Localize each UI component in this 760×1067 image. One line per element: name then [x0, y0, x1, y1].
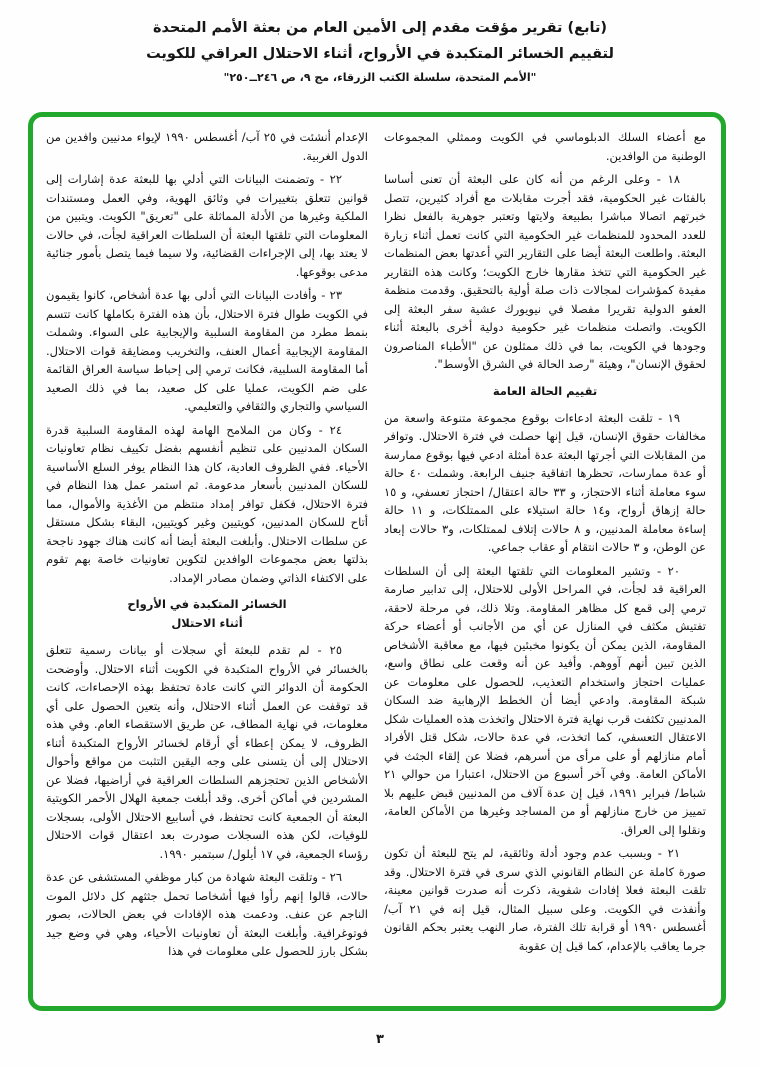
- paragraph-24: ٢٤ - وكان من الملامح الهامة لهذه المقاومة السلبية قدرة السكان المدنيين على تنظيم أنفسهم بفضل تكييف نظام تعاونيات الأحياء. ففي الظروف العادية، كان هذا النظام يوفر السلع الأساسية للسكان المدنيين بأسعار مدعومة. ثم استمر عمل هذا النظام في فترة الاحتلال، فكفل توافر إمداد منتظم من الأغذية والأموال، مما أتاح للسكان المدنيين، كويتيين وغير كويتيين، البقاء بشكل مستقل عن سلطات الاحتلال. وأبلغت البعثة أيضا أنه كانت هناك جهود ناجحة بذلتها بعض مجموعات الوافدين لتكوين تعاونيات خاصة بهم تقوم على الاكتفاء الذاتي وضمان مصادر الإمداد.: [46, 422, 368, 585]
- paragraph-continuation-left: الإعدام أنشئت في ٢٥ آب/ أغسطس ١٩٩٠ لإيواء مدنيين وافدين من الدول الغربية.: [46, 130, 368, 163]
- report-source-citation: "الأمم المتحدة، سلسلة الكتب الزرقاء، مج ٩، ص ٢٤٦ــ٢٥٠": [223, 71, 537, 84]
- column-right: [384, 128, 706, 998]
- section-heading-losses-line-2: أثناء الاحتلال: [171, 616, 243, 630]
- report-title-line-2: لتقييم الخسائر المتكبدة في الأرواح، أثناء الاحتلال العراقي للكويت: [146, 46, 614, 62]
- report-title-line-1: (تابع) تقرير مؤقت مقدم إلى الأمين العام من بعثة الأمم المتحدة: [152, 20, 608, 36]
- page-number: ٣: [376, 1032, 384, 1047]
- paragraph-19: ١٩ - تلقت البعثة ادعاءات بوقوع مجموعة متنوعة واسعة من مخالفات حقوق الإنسان، قيل إنها حصلت في فترة الاحتلال. وتوافر من المقابلات التي أجرتها البعثة عدة أمثلة ادعي فيها بوقوع ممارسة أو عدة ممارسات، تحظرها اتفاقية جنيف الرابعة. وشملت ٤٠ حالة سوء معاملة أثناء الاحتجاز، و ٣٣ حالة اعتقال/ احتجاز تعسفي، و ١٥ حالة إزهاق أرواح، و١٤ حالة استيلاء على الممتلكات، و ١١ حالة إساءة معاملة المدنيين، و ٨ حالات إتلاف لممتلكات، و٣ حالات إبعاد عن الوطن، و ٣ حالات انتقام أو عقاب جماعي.: [384, 410, 706, 554]
- document-header: [0, 20, 760, 84]
- paragraph-23: ٢٣ - وأفادت البيانات التي أدلى بها عدة أشخاص، كانوا يقيمون في الكويت طوال فترة الاحتلال، بأن هذه الفترة بكاملها كانت تتسم بنمط مطرد من المقاومة السلبية والإيجابية على السواء. وشملت المقاومة الإيجابية أعمال العنف، والتخريب ومضايقة قوات الاحتلال. أما المقاومة السلبية، فكانت ترمي إلى إحباط سياسة العراق القائمة على ضم الكويت، عمليا على كل صعيد، بما في ذلك الصعيد السياسي والتجاري والثقافي والتعليمي.: [46, 288, 368, 413]
- paragraph-21: ٢١ - وبسبب عدم وجود أدلة وثائقية، لم يتح للبعثة أن تكون صورة كاملة عن النظام القانوني الذي سرى في فترة الاحتلال. وقد تلقت البعثة فعلا إفادات شفوية، ذكرت أنه صدرت قوانين معينة، وأنفذت في الكويت. وعلى سبيل المثال، قيل إنه في ٢١ آب/ أغسطس ١٩٩٠ أو قرابة تلك الفترة، صار النهب يعتبر بحكم القانون جرما يعاقب بالإعدام، كما قيل إن عقوبة: [384, 846, 706, 953]
- section-heading-losses-line-1: الخسائر المتكبدة في الأرواح: [127, 597, 287, 611]
- paragraph-continuation-right: مع أعضاء السلك الدبلوماسي في الكويت وممثلي المجموعات الوطنية من الوافدين.: [384, 130, 706, 163]
- paragraph-20: ٢٠ - وتشير المعلومات التي تلقتها البعثة إلى أن السلطات العراقية قد لجأت، في المراحل الأولى للاحتلال، إلى تدابير صارمة ترمي إلى قمع كل مظاهر المقاومة. وتلا ذلك، في مرحلة لاحقة، تفتيش مكثف في المنازل عن أي من الأجانب أو أعضاء حركة المقاومة، الذين يمكن أن يكونوا مخبئين فيها، مع معاقبة الأشخاص الذين تبين أنهم آووهم. وأفيد عن أنه وقعت على نطاق واسع، عمليات احتجاز واستخدام التعذيب، للحصول على معلومات عن شبكة المقاومة. وادعي أيضا أن الخطط الإرهابية ضد السكان المدنيين تكثفت قرب نهاية فترة الاحتلال واتخذت هذه العمليات شكل الاعتقال التعسفي، كما اتخذت، في عدة حالات، شكل قتل الأفراد أمام منازلهم أو على مرأى من أسرهم، فضلا عن إلقاء الجثث في الأماكن العامة. وفي آخر أسبوع من الاحتلال، اعتبارا من حوالي ٢١ شباط/ فبراير ١٩٩١، قيل إن عدة آلاف من المدنيين قبض عليهم بلا تمييز من خارج منازلهم أو من المساجد وغيرها من الأماكن العامة، ونقلوا إلى العراق.: [384, 563, 706, 837]
- paragraph-18: ١٨ - وعلى الرغم من أنه كان على البعثة أن تعنى أساسا بالفئات غير الحكومية، فقد أجرت مقابلات مع أفراد كثيرين، تتصل خبرتهم اتصالا مباشرا بطبيعة ولايتها وتعتبر جوهرية بالفعل نظرا للعدد المحدود للمنظمات غير الحكومية التي كانت تعمل أثناء زيارة البعثة. واطلعت البعثة أيضا على التقارير التي أعدتها بعض المنظمات غير الحكومية التي تتخذ مقارها خارج الكويت؛ وكانت هذه التقارير مفيدة كمؤشرات لمجالات ذات صلة أولية بالتحقيق. وقدمت منظمة العفو الدولية تقريرا مفصلا في نيويورك عشية سفر البعثة إلى الكويت. واتصلت منظمات غير حكومية دولية أخرى بالبعثة أثناء وجودها في الكويت، بما في ذلك ممثلون عن "الأطباء المناصرون لحقوق الإنسان"، وهيئة "رصد الحالة في الشرق الأوسط".: [384, 172, 706, 371]
- paragraph-26: ٢٦ - وتلقت البعثة شهادة من كبار موظفي المستشفى عن عدة حالات، قالوا إنهم رأوا فيها أشخاصا تحمل جثثهم كل دلائل الموت الناجم عن عنف. ودعمت هذه الإفادات في بعض الحالات، بصور فوتوغرافية. وأبلغت البعثة أن تعاونيات الأحياء، وهي في وضع جيد بشكل بارز للحصول على معلومات في هذا: [46, 870, 368, 958]
- section-heading-general-assessment: تقييم الحالة العامة: [492, 383, 598, 398]
- paragraph-22: ٢٢ - وتضمنت البيانات التي أدلي بها للبعثة عدة إشارات إلى قوانين تتعلق بتغييرات في وثائق الهوية، وفي العمل ومستندات الملكية وغيرها من الأدلة المماثلة على "تعريق" الكويت. ويتبين من المعلومات التي تلقتها البعثة أن السلطات العراقية لجأت، في حالات لا يعتد بها، إلى الإجراءات القضائية، ولا سيما فيما يتصل بأمور جنائية مدعى بوقوعها.: [46, 172, 368, 279]
- two-column-layout: [46, 128, 706, 998]
- content-border-box: [28, 112, 726, 1011]
- section-heading-losses-of-life: [46, 595, 368, 633]
- column-left: [46, 128, 368, 998]
- paragraph-25: ٢٥ - لم تقدم للبعثة أي سجلات أو بيانات رسمية تتعلق بالخسائر في الأرواح المتكبدة في الكويت أثناء الاحتلال. وأوضحت الحكومة أن الدوائر التي كانت عادة تحتفظ بهذه الإحصاءات، كانت قد توقفت عن العمل أثناء الاحتلال، وأنه يتعين الحصول على أي معلومات، في نهاية المطاف، عن طريق الاستقصاء العام. وفي هذه الظروف، لا يمكن إعطاء أي أرقام لخسائر الأرواح المتكبدة أثناء الاحتلال إلى أن يتسنى على وجه اليقين التثبت من مواقع وأحوال الأشخاص الذين تحتجزهم السلطات العراقية في أراضيها، فضلا عن المشردين في أماكن أخرى. وقد أبلغت جمعية الهلال الأحمر الكويتية البعثة أن الجمعية كانت تحتفظ، في أسابيع الاحتلال الأولى، بسجلات للوفيات، لكن هذه السجلات صودرت بعد اعتقال قوات الاحتلال رؤساء الجمعية، في ١٧ أيلول/ سبتمبر ١٩٩٠.: [46, 643, 368, 861]
